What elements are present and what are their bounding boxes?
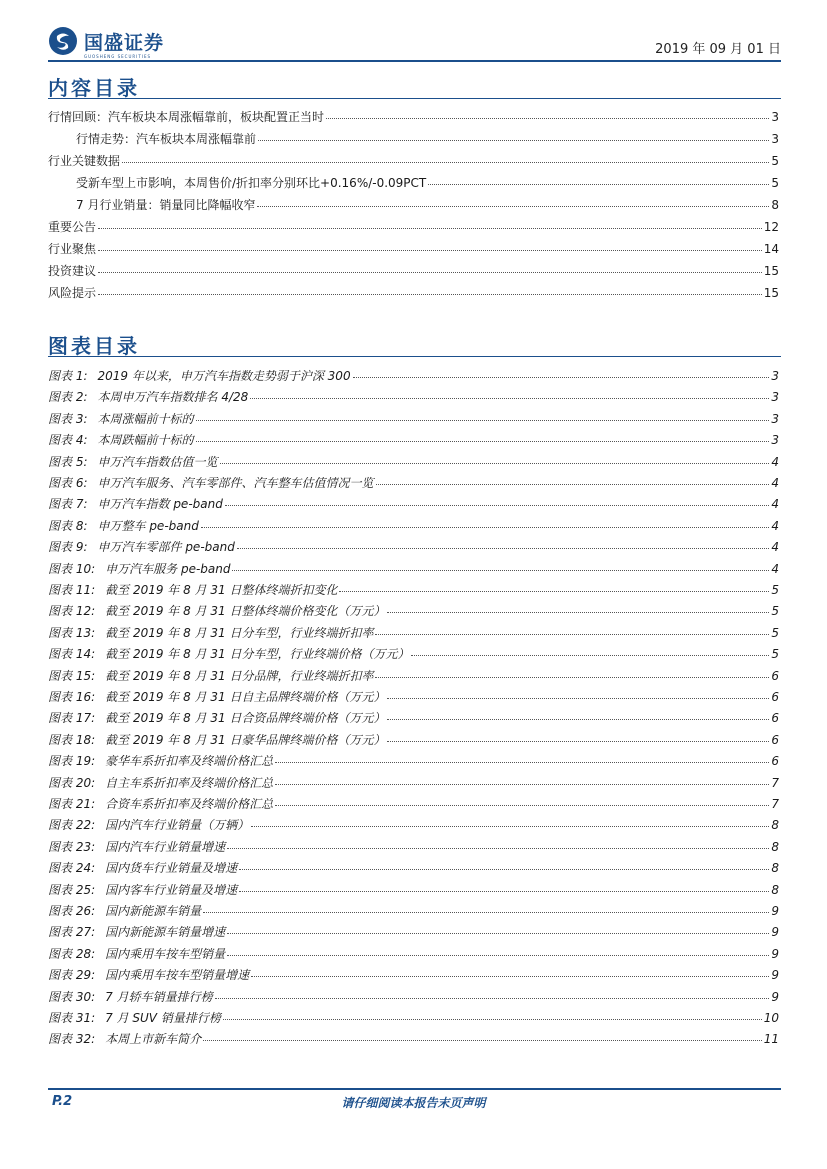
figure-entry[interactable] [48, 1009, 779, 1027]
figure-entry-label: 图表 18: [48, 732, 96, 747]
footer-divider [48, 1088, 781, 1090]
figure-entry-label: 图表 25: [48, 882, 96, 897]
contents-entry[interactable] [76, 196, 779, 214]
figure-entry-page: 5 [771, 647, 779, 662]
leader-dots [215, 987, 770, 999]
figure-entry-page: 6 [771, 668, 779, 683]
leader-dots [98, 261, 762, 273]
leader-dots [237, 537, 770, 549]
figure-entry-page: 6 [771, 690, 779, 704]
figure-entry-label: 图表 9: [48, 540, 88, 555]
leader-dots [275, 794, 769, 806]
figure-entry-text: 自主车系折扣率及终端价格汇总 [105, 775, 274, 790]
leader-dots [227, 922, 769, 934]
leader-dots [275, 773, 769, 785]
contents-entry[interactable] [48, 262, 779, 280]
leader-dots [258, 129, 769, 141]
contents-entry-text: 风险提示 [48, 286, 97, 300]
figure-entry[interactable] [48, 774, 779, 792]
contents-entry-text: 行情回顾：汽车板块本周涨幅靠前，板块配置正当时 [48, 110, 325, 124]
figure-entry-label: 图表 3: [48, 411, 88, 426]
figure-entry-page: 6 [771, 754, 779, 769]
figure-entry-page: 6 [771, 732, 779, 747]
figure-entry-text: 国内新能源车销量 [105, 904, 202, 918]
figure-entry-page: 6 [771, 711, 779, 726]
figure-entry[interactable] [48, 388, 779, 406]
leader-dots [251, 815, 769, 827]
figure-entry-page: 10 [763, 1011, 779, 1025]
figure-entry-text: 申万汽车零部件 pe-band [97, 540, 235, 555]
leader-dots [223, 1008, 762, 1020]
figure-entry-label: 图表 12: [48, 604, 96, 619]
figures-title-divider [48, 356, 781, 357]
contents-entry-page: 8 [771, 198, 779, 212]
figure-entry-label: 图表 7: [48, 497, 88, 512]
figure-entry-text: 本周上市新车简介 [105, 1032, 202, 1047]
leader-dots [98, 217, 762, 229]
figure-entry[interactable] [48, 988, 779, 1006]
figure-entry[interactable] [48, 517, 779, 535]
figure-entry-text: 申万汽车服务、汽车零部件、汽车整车估值情况一览 [97, 476, 374, 490]
leader-dots [250, 387, 769, 399]
figure-entry-text: 国内货车行业销量及增速 [105, 861, 238, 876]
leader-dots [225, 494, 770, 506]
figure-entry-label: 图表 29: [48, 968, 96, 983]
contents-entry-page: 3 [771, 132, 779, 146]
figure-entry-text: 申万汽车指数估值一览 [97, 454, 218, 469]
contents-title-divider [48, 98, 781, 99]
contents-entry-text: 重要公告 [48, 220, 97, 234]
figure-entry-label: 图表 32: [48, 1032, 96, 1047]
figure-entry-text: 截至 2019 年 8 月 31 日合资品牌终端价格（万元） [105, 711, 386, 726]
figure-entry-page: 4 [771, 497, 779, 512]
contents-entry-text: 受新车型上市影响，本周售价/折扣率分别环比+0.16%/-0.09PCT [76, 176, 427, 190]
leader-dots [239, 880, 769, 892]
leader-dots [196, 430, 770, 442]
figure-entry-page: 4 [771, 476, 779, 490]
figure-entry-text: 国内汽车行业销量（万辆） [105, 818, 250, 833]
figure-entry[interactable] [48, 945, 779, 963]
contents-entry-text: 行业关键数据 [48, 154, 121, 168]
figure-entry-text: 7 月轿车销量排行榜 [105, 989, 213, 1004]
figure-entry[interactable] [48, 795, 779, 813]
figure-entry-text: 截至 2019 年 8 月 31 日分车型，行业终端价格（万元） [105, 647, 410, 662]
contents-entry-page: 3 [771, 110, 779, 124]
figure-entry[interactable] [48, 645, 779, 663]
leader-dots [428, 173, 769, 185]
figure-entry-page: 8 [771, 818, 779, 833]
figure-entry-page: 3 [771, 369, 779, 383]
figure-entry-page: 9 [771, 946, 779, 961]
figure-entry-label: 图表 11: [48, 583, 96, 597]
figure-entry-page: 9 [771, 925, 779, 940]
figure-entry-label: 图表 26: [48, 904, 96, 918]
leader-dots [353, 366, 770, 378]
figure-entry-label: 图表 30: [48, 989, 96, 1004]
figure-entry-label: 图表 21: [48, 797, 96, 811]
contents-entry-text: 行情走势：汽车板块本周涨幅靠前 [76, 132, 257, 146]
figure-entry-page: 7 [771, 797, 779, 811]
figure-entry-text: 合资车系折扣率及终端价格汇总 [105, 797, 274, 811]
figure-entry-page: 8 [771, 839, 779, 854]
figure-entry-text: 截至 2019 年 8 月 31 日整体终端价格变化（万元） [105, 604, 386, 619]
leader-dots [239, 858, 769, 870]
page-number: P.2 [52, 1094, 73, 1109]
header-divider [48, 60, 781, 62]
figure-entry[interactable] [48, 538, 779, 556]
footer-disclaimer: 请仔细阅读本报告末页声明 [341, 1096, 486, 1110]
leader-dots [387, 730, 769, 742]
leader-dots [232, 559, 769, 571]
figure-entry-label: 图表 28: [48, 946, 96, 961]
contents-entry-text: 7 月行业销量：销量同比降幅收窄 [76, 198, 256, 212]
figure-entry-text: 截至 2019 年 8 月 31 日分车型，行业终端折扣率 [105, 625, 374, 640]
contents-entry-page: 12 [763, 220, 779, 234]
figure-entry[interactable] [48, 816, 779, 834]
figure-entry-text: 截至 2019 年 8 月 31 日整体终端折扣变化 [105, 583, 338, 597]
figure-entry-page: 5 [771, 625, 779, 640]
figure-entry-label: 图表 22: [48, 818, 96, 833]
figure-entry-label: 图表 19: [48, 754, 96, 769]
figure-entry-page: 5 [771, 604, 779, 619]
leader-dots [375, 666, 769, 678]
figure-entry-text: 截至 2019 年 8 月 31 日豪华品牌终端价格（万元） [105, 732, 386, 747]
figure-entry[interactable] [48, 966, 779, 984]
figure-entry-page: 3 [771, 433, 779, 448]
figure-entry-label: 图表 23: [48, 839, 96, 854]
figures-title: 图表目录 [48, 334, 140, 358]
figure-entry-text: 本周跌幅前十标的 [97, 433, 194, 448]
figure-entry[interactable] [48, 367, 779, 385]
figure-entry-label: 图表 6: [48, 476, 88, 490]
leader-dots [257, 195, 769, 207]
logo-name: 国盛证券 [84, 31, 165, 54]
contents-entry[interactable] [76, 130, 779, 148]
figure-entry[interactable] [48, 602, 779, 620]
figure-entry[interactable] [48, 453, 779, 471]
leader-dots [376, 473, 770, 485]
figure-entry[interactable] [48, 688, 779, 706]
leader-dots [98, 239, 762, 251]
figure-entry-page: 8 [771, 882, 779, 897]
figure-entry[interactable] [48, 902, 779, 920]
leader-dots [220, 452, 770, 464]
leader-dots [196, 409, 770, 421]
leader-dots [227, 837, 769, 849]
contents-entry[interactable] [48, 152, 779, 170]
figure-entry-page: 4 [771, 454, 779, 469]
figure-entry-label: 图表 24: [48, 861, 96, 876]
figure-entry[interactable] [48, 859, 779, 877]
figure-entry[interactable] [48, 474, 779, 492]
contents-entry-page: 5 [771, 176, 779, 190]
figure-entry-label: 图表 27: [48, 925, 96, 940]
figure-entry-page: 8 [771, 861, 779, 876]
figure-entry-text: 国内乘用车按车型销量增速 [105, 968, 250, 983]
figure-entry-text: 本周申万汽车指数排名 4/28 [97, 390, 249, 405]
figure-entry-text: 本周涨幅前十标的 [97, 411, 194, 426]
figure-entry-text: 豪华车系折扣率及终端价格汇总 [105, 754, 274, 769]
contents-entry-page: 5 [771, 154, 779, 168]
figure-entry-label: 图表 8: [48, 518, 88, 533]
contents-entry-text: 行业聚焦 [48, 242, 97, 256]
figure-entry-text: 申万汽车指数 pe-band [97, 497, 223, 512]
figure-entry-label: 图表 20: [48, 775, 96, 790]
figure-entry-page: 4 [771, 561, 779, 576]
leader-dots [203, 1029, 762, 1041]
figure-entry[interactable] [48, 667, 779, 685]
figure-entry-label: 图表 2: [48, 390, 88, 405]
figure-entry[interactable] [48, 923, 779, 941]
figure-entry-label: 图表 4: [48, 433, 88, 448]
leader-dots [387, 601, 769, 613]
contents-entry[interactable] [48, 108, 779, 126]
contents-entry-page: 15 [763, 264, 779, 278]
figure-entry[interactable] [48, 560, 779, 578]
leader-dots [375, 623, 769, 635]
leader-dots [339, 580, 769, 592]
leader-dots [275, 751, 769, 763]
figure-entry-page: 11 [763, 1032, 779, 1047]
figure-entry-page: 7 [771, 775, 779, 790]
figure-entry[interactable] [48, 624, 779, 642]
leader-dots [387, 687, 769, 699]
figure-entry-label: 图表 16: [48, 690, 96, 704]
figure-entry[interactable] [48, 410, 779, 428]
figure-entry-label: 图表 31: [48, 1011, 96, 1025]
figure-entry-text: 申万汽车服务 pe-band [105, 561, 231, 576]
figure-entry-label: 图表 17: [48, 711, 96, 726]
contents-entry-page: 15 [763, 286, 779, 300]
figure-entry-text: 截至 2019 年 8 月 31 日自主品牌终端价格（万元） [105, 690, 386, 704]
leader-dots [411, 644, 769, 656]
figure-entry-label: 图表 14: [48, 647, 96, 662]
figure-entry-label: 图表 15: [48, 668, 96, 683]
figure-entry[interactable] [48, 431, 779, 449]
figure-entry-label: 图表 5: [48, 454, 88, 469]
figure-entry-page: 4 [771, 518, 779, 533]
figure-entry[interactable] [48, 731, 779, 749]
leader-dots [203, 901, 769, 913]
figure-entry-text: 7 月 SUV 销量排行榜 [105, 1011, 221, 1025]
figure-entry[interactable] [48, 1030, 779, 1048]
figure-entry[interactable] [48, 709, 779, 727]
leader-dots [98, 283, 762, 295]
figure-entry[interactable] [48, 752, 779, 770]
contents-entry-text: 投资建议 [48, 264, 97, 278]
leader-dots [251, 965, 769, 977]
figure-entry[interactable] [48, 495, 779, 513]
figure-entry-label: 图表 1: [48, 369, 88, 383]
figure-entry-page: 9 [771, 968, 779, 983]
report-date: 2019 年 09 月 01 日 [655, 42, 781, 57]
figure-entry-page: 3 [771, 411, 779, 426]
figure-entry-text: 国内新能源车销量增速 [105, 925, 226, 940]
figure-entry-page: 5 [771, 583, 779, 597]
figure-entry-text: 国内客车行业销量及增速 [105, 882, 238, 897]
figure-entry-page: 3 [771, 390, 779, 405]
figure-entry-text: 国内汽车行业销量增速 [105, 839, 226, 854]
figure-entry-page: 9 [771, 904, 779, 918]
contents-title: 内容目录 [48, 76, 140, 100]
contents-entry-page: 14 [763, 242, 779, 256]
leader-dots [122, 151, 769, 163]
contents-entry[interactable] [48, 218, 779, 236]
figure-entry-text: 截至 2019 年 8 月 31 日分品牌，行业终端折扣率 [105, 668, 374, 683]
figure-entry-text: 申万整车 pe-band [97, 518, 199, 533]
figure-entry[interactable] [48, 881, 779, 899]
logo-mark-icon [48, 26, 78, 56]
figure-entry-page: 9 [771, 989, 779, 1004]
figure-entry-page: 4 [771, 540, 779, 555]
leader-dots [227, 944, 769, 956]
leader-dots [326, 107, 769, 119]
figure-entry-label: 图表 13: [48, 625, 96, 640]
figure-entry[interactable] [48, 838, 779, 856]
figure-entry-text: 2019 年以来，申万汽车指数走势弱于沪深 300 [97, 369, 351, 383]
figure-entry-text: 国内乘用车按车型销量 [105, 946, 226, 961]
contents-entry[interactable] [48, 284, 779, 302]
figure-entry-label: 图表 10: [48, 561, 96, 576]
contents-entry[interactable] [76, 174, 779, 192]
leader-dots [387, 708, 769, 720]
company-logo [48, 24, 164, 58]
leader-dots [201, 516, 770, 528]
page-header [48, 24, 781, 62]
logo-subtitle: GUOSHENG SECURITIES [84, 54, 152, 59]
contents-entry[interactable] [48, 240, 779, 258]
figure-entry[interactable] [48, 581, 779, 599]
